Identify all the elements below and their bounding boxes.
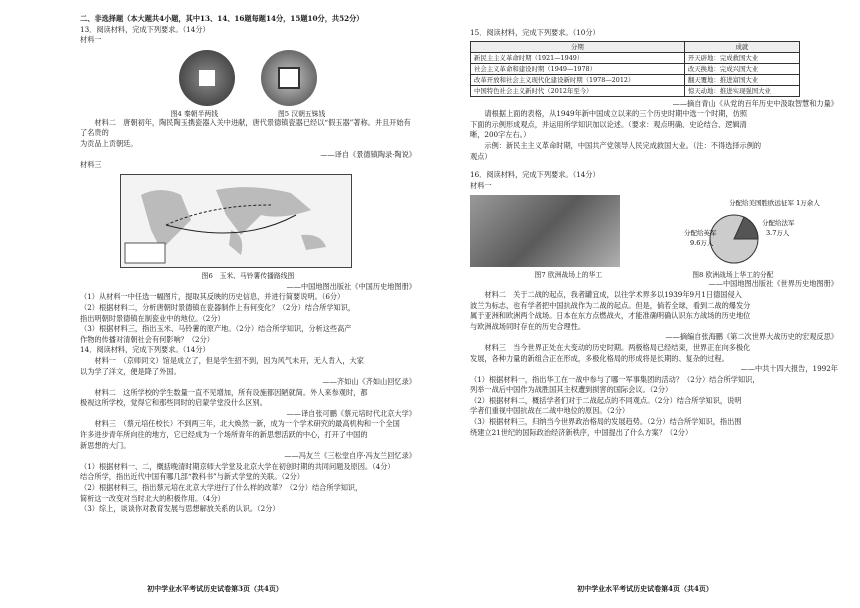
table-row: 社会主义革命和建设时期（1949—1978） 改天换地：完成兴国大业 (471, 63, 800, 74)
question-16: 16．阅读材料，完成下列要求。（14分） (470, 170, 600, 180)
pie-value-fr: 3.7万人 (766, 229, 790, 238)
fig4-caption: 图4 秦朝半两钱 (170, 109, 218, 118)
material-label: 材料一 (80, 35, 102, 45)
table-source: ——摘自青山《从党的百年历史中汲取智慧和力量》 (672, 98, 838, 108)
q14-part3: （3）综上，谈谈你对教育发展与思想解放关系的认识。（2分） (80, 504, 280, 514)
world-map-icon (121, 175, 351, 267)
q15-example: 示例：新民主主义革命时期，中国共产党领导人民完成救国大业。（注：不得选择示例的 (484, 140, 762, 150)
q16-material-3: 材料三 当今世界正处在大变动的历史时期。两极格局已经结束，世界正在向多极化 (484, 342, 751, 352)
q15-example-cont: 观点） (470, 151, 492, 161)
q14-material-1: 材料一 （京师同文）馆是成立了，但是学生招不到，因为风气未开，无人肯入，大家 (94, 355, 364, 365)
q14-material-3: 材料三 （蔡元培任校长）不到两三年，北大焕然一新，成为一个学术研究的最高机构和一个全国 (94, 419, 400, 429)
q16-material-1-label: 材料一 (470, 180, 492, 190)
material-2-text-2: 为贡品上贡朝廷。 (80, 138, 138, 148)
q15-prompt: 请根据上面的表格，从1949年新中国成立以来的三个历史时期中选一个时期，仿照 (484, 109, 748, 119)
q14-part2: （2）根据材料三，指出蔡元培在北京大学进行了什么样的改革？（2分）结合所学知识， (80, 483, 363, 493)
table-header: 成就 (684, 41, 799, 52)
table-row: 改革开放和社会主义现代化建设新时期（1978—2012） 翻天覆地：推进富国大业 (471, 74, 800, 85)
q14-material-1-source: ——齐如山《齐如山回忆录》 (322, 377, 416, 387)
q13-part2-cont: 指出明朝时景德镇在制瓷业中的地位。（2分） (80, 313, 225, 323)
q16-material-2-cont3: 与欧洲战场同时存在的历史合理性。 (470, 321, 586, 331)
table-row: 新民主主义革命时期（1921—1949） 开天辟地：完成救国大业 (471, 52, 800, 63)
q14-material-3-cont2: 新思想的大门。 (80, 440, 131, 450)
q15-prompt-cont: 下面的示例形成观点，并运用所学知识加以论述。（要求：观点明确、史论结合、逻辑清 (470, 119, 747, 129)
achievement-table (470, 41, 800, 97)
q14-part1: （1）根据材料一、二，概括晚清时期京师大学堂及北京大学在初创时期的共同问题及原因。（4分） (80, 461, 395, 471)
page-footer: 初中学业水平考试历史试卷第3页（共4页） (147, 584, 283, 593)
q14-material-2-cont: 极视这所学校，觉得它和那些同时的启蒙学堂没什么区别。 (80, 398, 267, 408)
q13-part1: （1）从材料一中任选一幅图片，提取其反映的历史信息，并进行简要说明。（6分） (80, 292, 345, 302)
page-footer: 初中学业水平考试历史试卷第4页（共4页） (577, 584, 713, 593)
q16-material-3-cont: 发展，各种力量的新组合正在形成，多极化格局的形成将是长期的、复杂的过程。 (470, 353, 729, 363)
section-heading: 二、非选择题（本大题共4小题，其中13、14、16题每题14分，15题10分，共52分） (80, 14, 364, 23)
q16-part2: （2）根据材料二，概括学者们对于二战起点的不同观点。（2分）结合所学知识，说明 (470, 395, 742, 405)
fig-source: ——中国地图出版社《世界历史地图册》 (708, 279, 838, 289)
q16-part3-cont: 绕建立21世纪的国际政治经济新秩序，中国提出了什么方案？（2分） (470, 427, 693, 437)
question-14: 14．阅读材料，完成下列要求。（14分） (80, 345, 210, 355)
question-13: 13．阅读材料，完成下列要求。（14分） (80, 24, 210, 34)
q16-material-3-source: ——中共十四大报告，1992年 (740, 364, 838, 374)
fig7-caption: 图7 欧洲战场上的华工 (534, 271, 603, 280)
q14-material-2: 材料二 这所学校的学生数量一直不见增加，所有设施都因陋就简。外人来参观时，都 (94, 387, 368, 397)
material-3-label: 材料三 (80, 160, 102, 170)
q13-part3: （3）根据材料三，指出玉米、马铃薯的原产地。（2分）结合所学知识，分析这些高产 (80, 324, 352, 334)
exam-page-4 (430, 0, 860, 608)
q14-part1-cont: 结合所学，指出近代中国有哪几部“教科书”与新式学堂的关联。（2分） (80, 472, 304, 482)
q13-part3-cont: 作物的传播对清朝社会有何影响？（2分） (80, 334, 214, 344)
q16-material-2: 材料二 关于二战的起点，我者罐宜成，以往学术界多以1939年9月1日德国侵入 (484, 289, 742, 299)
fig6-source: ——中国地图出版社《中国历史地图册》 (286, 281, 416, 291)
table-row: 中国特色社会主义新时代（2012年至今） 惊天动地：推进实现强国大业 (471, 85, 800, 96)
question-15: 15．阅读材料，完成下列要求。（10分） (470, 28, 600, 37)
q14-part2-cont: 简析这一改变对当时北大的积极作用。（4分） (80, 493, 225, 503)
q16-part3: （3）根据材料三，归纳当今世界政治格局的发展趋势。（2分）结合所学知识，指出围 (470, 417, 742, 427)
q16-material-2-cont: 波兰为标志，也有学者把中国抗战作为二战的起点。但是，倘若全球，看到二战的爆发分 (470, 300, 751, 310)
q15-prompt-cont2: 晰，200字左右。） (470, 130, 531, 140)
material-2-source: ——译自《景德镇陶录·陶说》 (320, 149, 416, 159)
pie-title: 分配给美国胜欧远征军 1万余人 (729, 199, 820, 208)
q16-material-2-cont2: 属于亚洲和欧洲两个战场。日本在东方点燃战火，才能准确明确认识东方战场的历史地位 (470, 311, 751, 321)
pie-value-uk: 9.6万人 (690, 239, 714, 248)
q14-material-1-cont: 以为学了洋文，便是降了外国。 (80, 366, 181, 376)
qin-coin-image (179, 50, 235, 106)
q16-material-2-source: ——摘编自张海鹏《第二次世界大战历史的宏观反思》 (665, 332, 838, 342)
q16-part1: （1）根据材料一，指出华工在一战中参与了哪一军事集团的活动？（2分）结合所学知识， (470, 374, 760, 384)
q14-material-2-source: ——译自张可鹏《蔡元培时代北京大学》 (286, 408, 416, 418)
chinese-laborers-photo (470, 195, 620, 267)
q13-part2: （2）根据材料二，分析唐朝时景德镇在瓷器制作上有何变化？（2分）结合所学知识， (80, 302, 356, 312)
coin-figures (80, 50, 416, 106)
table-header: 分期 (471, 41, 685, 52)
q14-material-3-cont: 许多进步青年所向往的地方，它已经成为一个场所青年的新思想活跃的中心，打开了中国的 (80, 430, 368, 440)
pie-label-fr: 分配给法军 (762, 219, 795, 228)
fig8-caption: 图8 欧洲战场上华工的分配 (692, 271, 774, 280)
fig5-caption: 图5 汉朝五铢钱 (278, 109, 326, 118)
han-coin-image (261, 50, 317, 106)
labor-distribution-pie (634, 195, 834, 267)
fig6-caption: 图6 玉米、马铃薯传播路线图 (201, 271, 295, 280)
crop-route-map (120, 174, 352, 268)
q16-part1-cont: 列举一战后中国作为战胜国其主权遭到损害的国际会议。（2分） (470, 385, 673, 395)
q14-material-3-source: ——冯友兰《三松堂自序·冯友兰回忆录》 (284, 451, 416, 461)
pie-label-uk: 分配给英军 (684, 229, 717, 238)
material-2-text: 材料二 唐朝初年，陶民陶玉携瓷器入关中进献，唐代景德镇瓷器已经以“假玉器”著称。并且开始有了名贵的 (80, 117, 411, 138)
q16-part2-cont: 学者们重视中国抗战在二战中地位的原因。（2分） (470, 406, 630, 416)
